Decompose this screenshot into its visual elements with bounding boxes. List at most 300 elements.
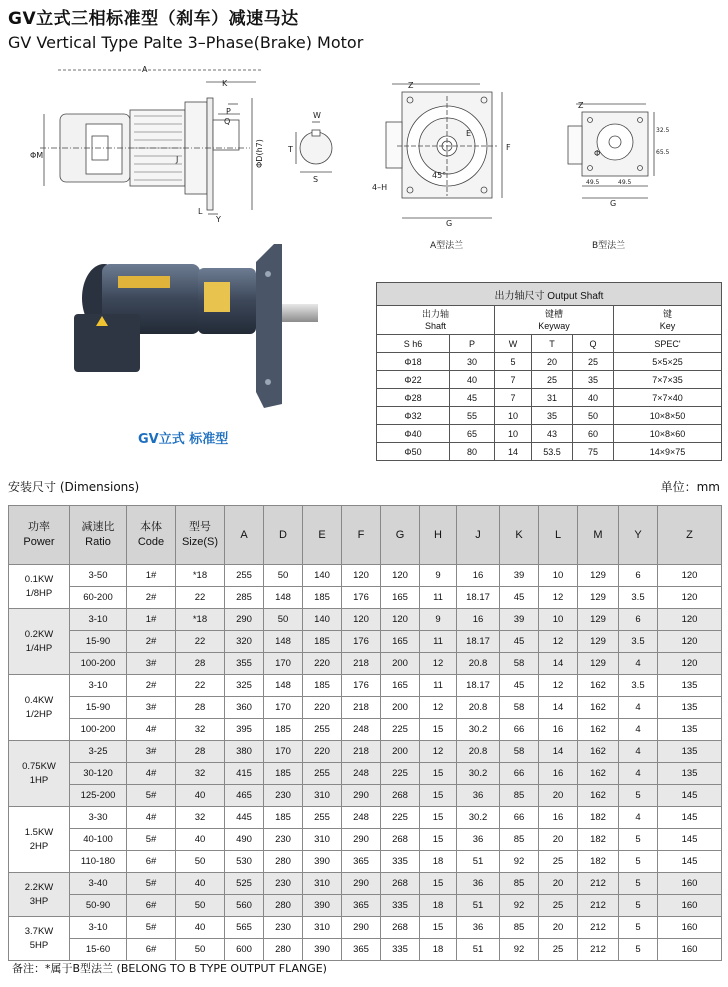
page-title-en: GV Vertical Type Palte 3–Phase(Brake) Motor [8,33,364,52]
shaft-col-s: S h6 [377,335,450,353]
dims-table-cell: 230 [264,785,303,807]
dims-table-cell: 15 [420,873,457,895]
keyway-group-cn: 键槽 [544,309,563,319]
dims-table-cell: 50 [176,895,225,917]
dims-power-cell [9,675,70,741]
dims-table-cell: 145 [658,829,722,851]
dims-table-cell: 129 [578,609,619,631]
shaft-table-cell: 7 [495,389,532,407]
dims-table-cell: 40 [176,917,225,939]
dims-header-secondary: Ratio [85,536,111,548]
dim-label-e: E [466,129,472,138]
dims-power-cell [9,917,70,961]
dims-table-cell: 165 [381,631,420,653]
dims-table-cell: 135 [658,697,722,719]
dimensions-table [8,505,722,961]
shaft-table-cell: 14×9×75 [614,443,722,461]
shaft-table-cell: 10 [495,425,532,443]
dims-table-cell: 4 [619,763,658,785]
dim-label-k: K [222,79,228,88]
shaft-table-cell: 50 [573,407,614,425]
dims-table-cell: 9 [420,609,457,631]
dims-table-cell: 15 [420,917,457,939]
dims-table-cell: 148 [264,675,303,697]
dims-header-primary: L [554,528,562,541]
shaft-table-cell: 5×5×25 [614,353,722,371]
dim-label-d: ΦD(h7) [255,139,264,168]
dims-table-cell: 92 [500,895,539,917]
dims-table-cell: 212 [578,895,619,917]
dims-table-cell: 28 [176,697,225,719]
dims-table-cell: 3# [127,653,176,675]
dims-table-cell: 185 [264,763,303,785]
dims-table-cell: 176 [342,675,381,697]
dims-table-cell: 120 [658,653,722,675]
dims-table-cell: 310 [303,785,342,807]
dims-table-cell: 20.8 [457,741,500,763]
dims-table-cell: 290 [342,785,381,807]
dims-table-cell: 5 [619,829,658,851]
dims-table-cell: 4 [619,697,658,719]
dims-table-row [9,939,722,961]
dims-table-row [9,807,722,829]
dims-table-cell: 14 [539,741,578,763]
dims-table-cell: *18 [176,565,225,587]
dims-table-cell: 4# [127,763,176,785]
dims-table-cell: 525 [225,873,264,895]
dims-table-cell: 220 [303,653,342,675]
dims-table-cell: 4 [619,653,658,675]
dims-table-cell: 148 [264,631,303,653]
dims-table-cell: 28 [176,741,225,763]
dims-table-cell: 218 [342,653,381,675]
dims-header-primary: F [357,528,365,541]
dims-table-cell: 2# [127,587,176,609]
dims-table-cell: 1# [127,609,176,631]
motor-photo [68,242,320,414]
dims-table-cell: 12 [539,675,578,697]
dims-table-cell: 120 [658,587,722,609]
dims-table-cell: 390 [303,939,342,961]
dims-table-cell: 200 [381,653,420,675]
dims-table-cell: 310 [303,829,342,851]
dims-table-cell: 2# [127,675,176,697]
dims-table-cell: 360 [225,697,264,719]
dims-table-cell: 58 [500,697,539,719]
dims-table-cell: 185 [264,807,303,829]
dims-header-primary: H [434,528,442,541]
dims-table-row [9,829,722,851]
power-kw: 0.4KW [24,694,54,706]
dims-table-cell: 39 [500,609,539,631]
b-dim-label-g: G [610,199,617,208]
dims-table-cell: 3.5 [619,675,658,697]
dims-table-cell: 3-10 [70,675,127,697]
dims-column-header [9,506,70,565]
shaft-group-en: Shaft [424,321,446,331]
dims-table-cell: 560 [225,895,264,917]
dims-table-cell: 182 [578,807,619,829]
dims-table-cell: 3# [127,697,176,719]
dim-label-4h: 4–H [372,183,388,192]
power-hp: 2HP [29,840,49,852]
dims-table-cell: 25 [539,851,578,873]
dims-table-cell: 51 [457,851,500,873]
dims-table-cell: 490 [225,829,264,851]
dims-table-cell: 40 [176,785,225,807]
dims-table-cell: 290 [342,917,381,939]
flange-a-drawing [372,78,518,228]
shaft-table-cell: Φ40 [377,425,450,443]
dims-table-cell: 110-180 [70,851,127,873]
dims-table-cell: 15 [420,719,457,741]
dims-table-cell: 148 [264,587,303,609]
dim-label-q: Q [224,117,231,126]
dims-header-primary: M [593,528,603,541]
dims-header-primary: D [279,528,287,541]
shaft-table-cell: 25 [573,353,614,371]
dims-table-cell: 92 [500,851,539,873]
shaft-table-row [377,425,722,443]
dims-table-cell: 20 [539,873,578,895]
dims-table-cell: 5 [619,851,658,873]
dims-table-cell: 120 [381,565,420,587]
shaft-table-cell: 7 [495,371,532,389]
key-group-en: Key [659,321,676,331]
dims-table-cell: 15-90 [70,631,127,653]
power-hp: 5HP [29,939,49,951]
dim-label-f: F [506,143,511,152]
dims-table-cell: 310 [303,873,342,895]
dim-label-z: Z [408,81,414,90]
dims-table-cell: 335 [381,895,420,917]
dims-table-cell: 16 [539,763,578,785]
dims-table-cell: 18 [420,851,457,873]
dim-label-t: T [288,145,293,154]
shaft-table-cell: 55 [450,407,495,425]
dims-table-cell: 5# [127,785,176,807]
dims-table-cell: 465 [225,785,264,807]
dims-table-row [9,565,722,587]
dims-header-primary: Y [634,528,642,541]
dims-column-header [303,506,342,565]
dims-table-cell: 4# [127,719,176,741]
dims-table-cell: 325 [225,675,264,697]
dims-column-header [457,506,500,565]
b-dim-label-z: Z [578,101,584,110]
dims-table-cell: 85 [500,829,539,851]
dims-table-cell: 220 [303,697,342,719]
shaft-table-row [377,389,722,407]
dims-table-cell: 60-200 [70,587,127,609]
dims-table-cell: 268 [381,873,420,895]
dims-table-cell: 135 [658,675,722,697]
dims-column-header [539,506,578,565]
shaft-table-cell: 80 [450,443,495,461]
unit-label: 单位：mm [660,480,720,494]
shaft-table-cell: 65 [450,425,495,443]
dims-table-cell: 162 [578,719,619,741]
dims-table-cell: 5 [619,939,658,961]
dims-table-cell: 16 [457,565,500,587]
dims-table-cell: 135 [658,719,722,741]
dims-table-cell: 10 [539,609,578,631]
dims-table-cell: 255 [303,719,342,741]
dims-table-cell: 268 [381,917,420,939]
dims-table-cell: 165 [381,587,420,609]
power-hp: 1/2HP [25,708,53,720]
dims-table-cell: 22 [176,675,225,697]
power-kw: 3.7KW [24,925,54,937]
dims-table-cell: 100-200 [70,719,127,741]
dims-table-cell: 3-30 [70,807,127,829]
b-dim-label-4: 32.5 [656,127,670,134]
dims-table-cell: 11 [420,587,457,609]
dims-table-cell: 290 [225,609,264,631]
dims-table-cell: 15 [420,807,457,829]
shaft-table-cell: 40 [450,371,495,389]
shaft-col-spec: SPEC' [614,335,722,353]
key-group-header [614,306,722,335]
dims-table-cell: 85 [500,873,539,895]
dims-table-cell: 2# [127,631,176,653]
dims-table-row [9,851,722,873]
dims-table-cell: 50 [264,609,303,631]
dims-table-cell: 120 [342,609,381,631]
shaft-table-cell: Φ18 [377,353,450,371]
dims-table-cell: 185 [303,587,342,609]
dims-table-cell: 22 [176,587,225,609]
dims-table-cell: 200 [381,741,420,763]
dims-table-cell: 120 [658,609,722,631]
dims-column-header [70,506,127,565]
dim-label-y: Y [216,215,221,224]
dims-table-cell: 15-90 [70,697,127,719]
dims-table-cell: 365 [342,851,381,873]
dims-table-cell: 6 [619,565,658,587]
dims-table-cell: 280 [264,895,303,917]
dims-table-cell: 30.2 [457,719,500,741]
dims-power-cell [9,807,70,873]
dims-table-cell: 248 [342,719,381,741]
dims-table-cell: 5# [127,873,176,895]
dims-header-secondary: Power [23,536,55,548]
dims-table-cell: 185 [264,719,303,741]
dims-table-cell: 255 [303,763,342,785]
shaft-table-cell: 35 [573,371,614,389]
dims-table-cell: 365 [342,895,381,917]
dims-table-cell: 355 [225,653,264,675]
dims-table-cell: 20 [539,917,578,939]
dims-table-cell: 5 [619,873,658,895]
dims-table-cell: 248 [342,807,381,829]
dims-table-cell: *18 [176,609,225,631]
dims-table-cell: 3-40 [70,873,127,895]
dims-header-primary: 本体 [140,521,162,533]
dims-table-cell: 58 [500,741,539,763]
dims-table-cell: 6 [619,609,658,631]
dims-table-cell: 85 [500,917,539,939]
dims-table-cell: 45 [500,587,539,609]
power-kw: 2.2KW [24,881,54,893]
dims-table-cell: 50 [264,565,303,587]
dims-table-cell: 51 [457,939,500,961]
shaft-column-header-row [377,335,722,353]
dims-table-cell: 182 [578,829,619,851]
dims-table-cell: 36 [457,873,500,895]
dims-power-cell [9,609,70,675]
flange-a-caption: A型法兰 [430,241,464,251]
dim-label-g: G [446,219,453,228]
dims-table-cell: 5 [619,917,658,939]
dims-table-cell: 162 [578,741,619,763]
dims-table-cell: 268 [381,785,420,807]
power-hp: 3HP [29,895,49,907]
dims-table-cell: 12 [420,741,457,763]
dims-header-secondary: Size(S) [181,536,219,548]
dims-table-cell: 1# [127,565,176,587]
dims-table-cell: 20.8 [457,653,500,675]
dim-label-l: L [198,207,203,216]
page-title-cn: GV立式三相标准型（刹车）减速马达 [8,9,299,29]
dims-table-cell: 50 [176,851,225,873]
dims-table-cell: 218 [342,697,381,719]
shaft-table-cell: 75 [573,443,614,461]
dims-table-cell: 51 [457,895,500,917]
dims-table-row [9,587,722,609]
shaft-table-cell: Φ28 [377,389,450,407]
shaft-table-cell: Φ50 [377,443,450,461]
shaft-table-title: 出力轴尺寸 Output Shaft [377,283,722,306]
shaft-table-cell: 10×8×50 [614,407,722,425]
dims-table-cell: 145 [658,807,722,829]
power-hp: 1HP [29,774,49,786]
dims-table-cell: 30.2 [457,763,500,785]
dims-table-cell: 129 [578,565,619,587]
dims-table-cell: 140 [303,565,342,587]
dims-table-cell: 170 [264,653,303,675]
dims-table-cell: 9 [420,565,457,587]
dims-table-cell: 165 [381,675,420,697]
footnote: 备注：*属于B型法兰 (BELONG TO B TYPE OUTPUT FLANGE) [12,962,327,975]
dims-table-cell: 120 [342,565,381,587]
shaft-table-cell: Φ32 [377,407,450,425]
dims-table-cell: 5 [619,895,658,917]
dims-header-row [9,506,722,565]
dims-table-cell: 182 [578,851,619,873]
shaft-table-cell: 10×8×60 [614,425,722,443]
dims-table-row [9,719,722,741]
dims-table-cell: 3-10 [70,917,127,939]
dims-table-cell: 40 [176,873,225,895]
dims-table-cell: 230 [264,829,303,851]
dims-table-cell: 32 [176,763,225,785]
dim-label-m: ΦM [30,151,44,160]
shaft-col-w: W [495,335,532,353]
dims-table-row [9,917,722,939]
dims-table-row [9,697,722,719]
dims-column-header [658,506,722,565]
dim-label-s: S [313,175,319,184]
dims-table-cell: 85 [500,785,539,807]
dims-header-primary: J [475,528,481,541]
dims-table-cell: 5# [127,917,176,939]
dims-table-cell: 16 [539,807,578,829]
dims-table-cell: 310 [303,917,342,939]
dims-table-cell: 162 [578,697,619,719]
dims-table-cell: 22 [176,631,225,653]
dims-header-primary: G [395,528,405,541]
b-dim-label-2: 49.5 [618,179,632,186]
dims-table-cell: 185 [303,675,342,697]
dims-table-cell: 218 [342,741,381,763]
dims-table-cell: 600 [225,939,264,961]
dims-table-cell: 66 [500,807,539,829]
dims-table-cell: 32 [176,807,225,829]
key-group-cn: 键 [662,309,672,319]
dims-table-cell: 365 [342,939,381,961]
shaft-col-q: Q [573,335,614,353]
power-kw: 1.5KW [24,826,54,838]
dims-table-cell: 160 [658,917,722,939]
shaft-table-cell: Φ22 [377,371,450,389]
dims-table-cell: 45 [500,631,539,653]
dims-column-header [500,506,539,565]
shaft-col-t: T [532,335,573,353]
power-kw: 0.75KW [22,760,56,772]
dims-table-cell: 18 [420,895,457,917]
dims-table-cell: 50-90 [70,895,127,917]
dims-table-cell: 170 [264,697,303,719]
dims-column-header [127,506,176,565]
dims-table-cell: 140 [303,609,342,631]
dims-table-cell: 3# [127,741,176,763]
b-dim-label-1: 49.5 [586,179,600,186]
dims-table-row [9,653,722,675]
dims-table-cell: 280 [264,939,303,961]
dims-table-cell: 58 [500,653,539,675]
dims-table-cell: 380 [225,741,264,763]
dims-table-cell: 12 [420,697,457,719]
flange-b-drawing [556,98,670,208]
shaft-table-cell: 45 [450,389,495,407]
dims-table-cell: 20 [539,785,578,807]
shaft-table-row [377,371,722,389]
dims-table-cell: 170 [264,741,303,763]
dims-table-cell: 25 [539,895,578,917]
dims-header-secondary: Code [137,536,165,548]
dims-table-cell: 36 [457,829,500,851]
dims-table-cell: 30-120 [70,763,127,785]
shaft-table-cell: 7×7×35 [614,371,722,389]
dims-table-cell: 390 [303,895,342,917]
dims-table-cell: 16 [539,719,578,741]
dims-table-cell: 15 [420,763,457,785]
dims-table-cell: 18.17 [457,675,500,697]
dim-label-a: A [142,65,148,74]
dims-column-header [619,506,658,565]
dims-table-row [9,675,722,697]
dims-table-cell: 176 [342,587,381,609]
dims-table-cell: 12 [539,587,578,609]
shaft-table-cell: 20 [532,353,573,371]
dims-table-cell: 40-100 [70,829,127,851]
dims-table-cell: 135 [658,763,722,785]
dims-table-cell: 248 [342,763,381,785]
dims-table-cell: 530 [225,851,264,873]
dims-table-cell: 4 [619,807,658,829]
shaft-table-row [377,353,722,371]
